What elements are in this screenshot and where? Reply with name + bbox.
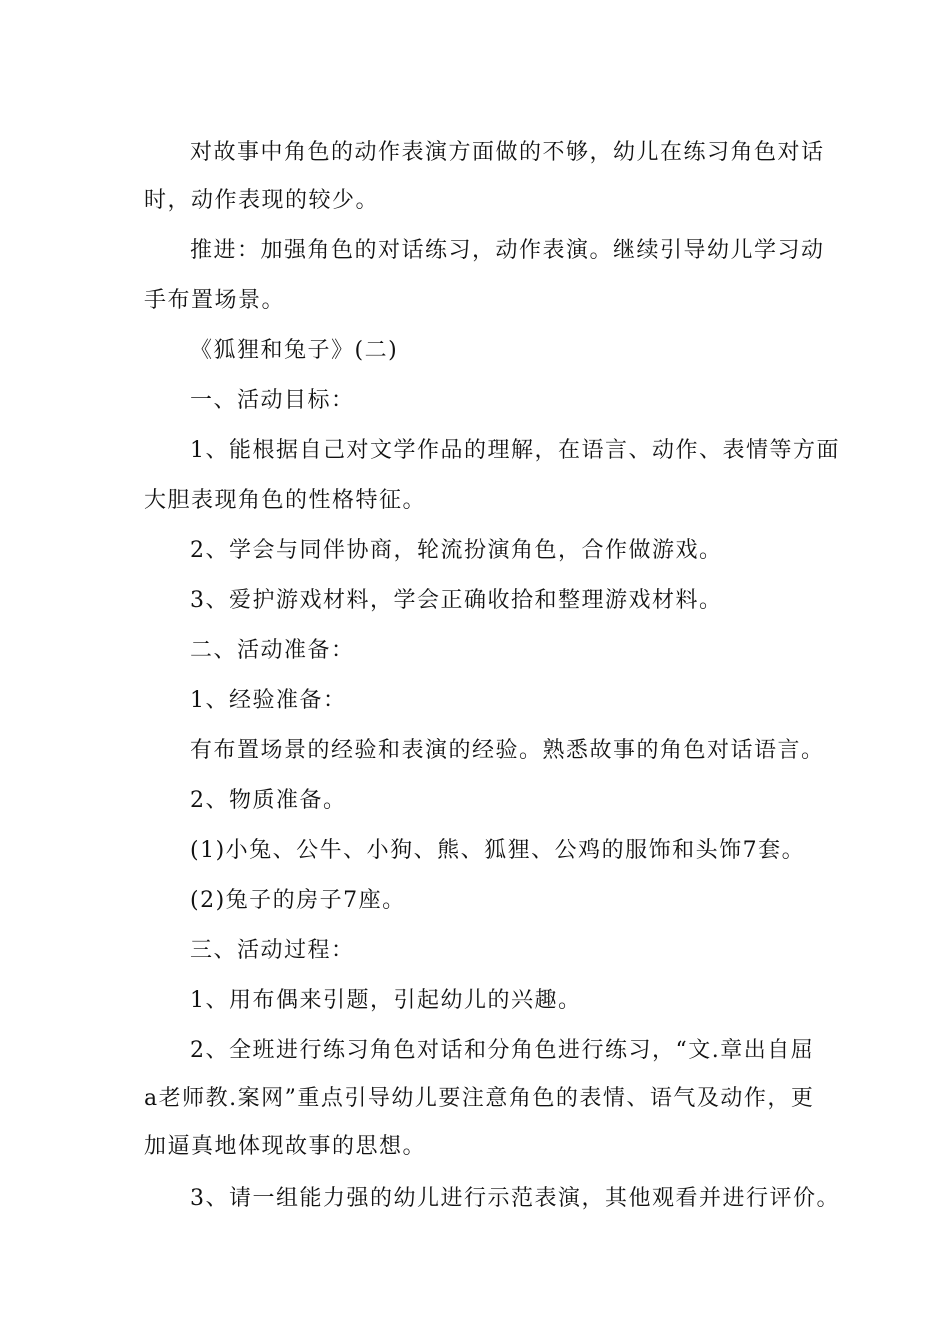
heading-line: 二、活动准备： xyxy=(190,638,355,663)
paragraph-line: 有布置场景的经验和表演的经验。熟悉故事的角色对话语言。 xyxy=(190,738,825,763)
paragraph-line: a老师教.案网”重点引导幼儿要注意角色的表情、语气及动作，更 xyxy=(144,1086,815,1111)
paragraph-line: (2)兔子的房子7座。 xyxy=(190,888,406,913)
paragraph-line: 2、学会与同伴协商，轮流扮演角色，合作做游戏。 xyxy=(190,538,723,563)
paragraph-line: 对故事中角色的动作表演方面做的不够，幼儿在练习角色对话 xyxy=(190,140,825,165)
paragraph-line: 手布置场景。 xyxy=(144,288,286,313)
heading-line: 一、活动目标： xyxy=(190,388,355,413)
paragraph-line: 大胆表现角色的性格特征。 xyxy=(144,488,427,513)
paragraph-line: 3、请一组能力强的幼儿进行示范表演，其他观看并进行评价。 xyxy=(190,1186,840,1211)
section-title: 《狐狸和兔子》(二) xyxy=(190,338,399,363)
paragraph-line: (1)小兔、公牛、小狗、熊、狐狸、公鸡的服饰和头饰7套。 xyxy=(190,838,806,863)
heading-line: 1、经验准备： xyxy=(190,688,347,713)
heading-line: 2、物质准备。 xyxy=(190,788,347,813)
paragraph-line: 1、能根据自己对文学作品的理解，在语言、动作、表情等方面 xyxy=(190,438,840,463)
paragraph-line: 推进：加强角色的对话练习，动作表演。继续引导幼儿学习动 xyxy=(190,238,825,263)
paragraph-line: 加逼真地体现故事的思想。 xyxy=(144,1134,427,1159)
heading-line: 三、活动过程： xyxy=(190,938,355,963)
paragraph-line: 2、全班进行练习角色对话和分角色进行练习，“文.章出自屈 xyxy=(190,1038,815,1063)
paragraph-line: 1、用布偶来引题，引起幼儿的兴趣。 xyxy=(190,988,582,1013)
paragraph-line: 时，动作表现的较少。 xyxy=(144,188,380,213)
paragraph-line: 3、爱护游戏材料，学会正确收拾和整理游戏材料。 xyxy=(190,588,723,613)
